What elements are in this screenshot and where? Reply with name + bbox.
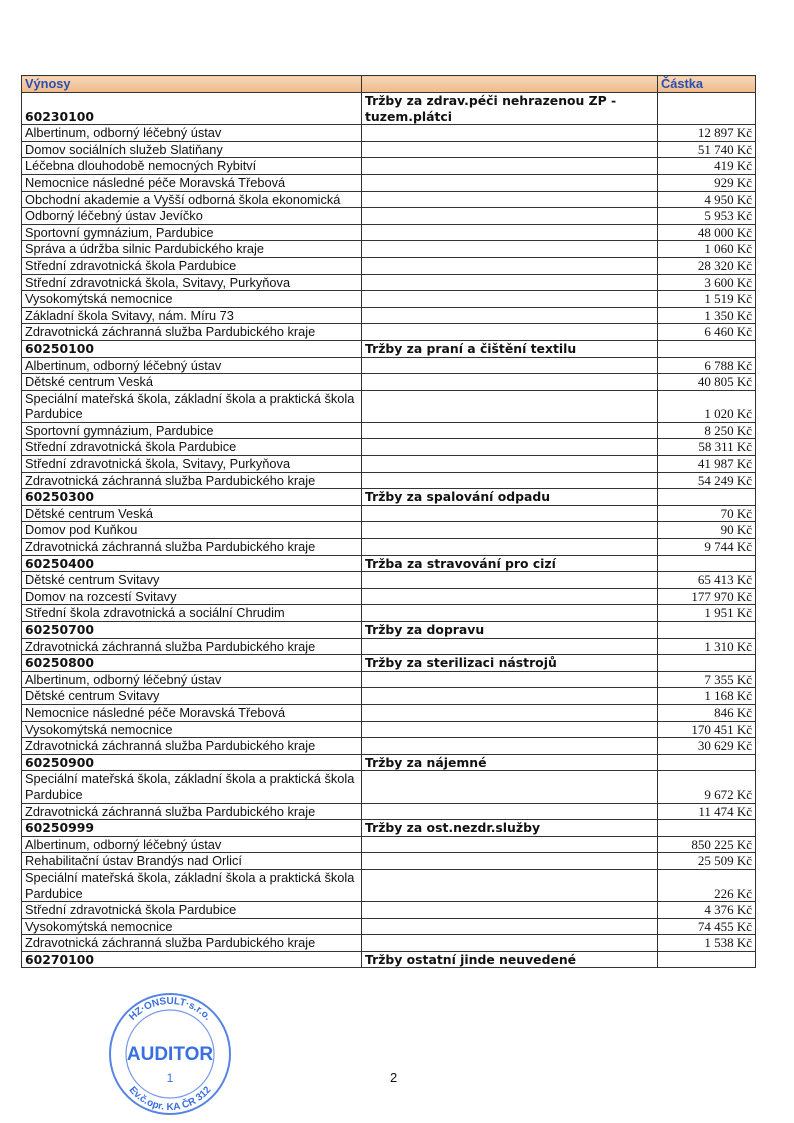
organization-name: Základní škola Svitavy, nám. Míru 73 — [22, 307, 362, 324]
row-empty-cell — [362, 374, 658, 391]
row-empty-cell — [362, 456, 658, 473]
amount-value: 1 020 Kč — [658, 390, 756, 422]
table-row — [22, 291, 756, 308]
table-row — [22, 141, 756, 158]
amount-value: 846 Kč — [658, 704, 756, 721]
row-empty-cell — [362, 141, 658, 158]
revenue-category: Tržby za nájemné — [362, 754, 658, 771]
amount-value: 226 Kč — [658, 869, 756, 901]
organization-name: Rehabilitační ústav Brandýs nad Orlicí — [22, 853, 362, 870]
table-row — [22, 836, 756, 853]
table-row — [22, 605, 756, 622]
row-empty-cell — [362, 174, 658, 191]
amount-value: 4 950 Kč — [658, 191, 756, 208]
group-amount-empty — [658, 820, 756, 837]
row-empty-cell — [362, 704, 658, 721]
amount-value: 6 788 Kč — [658, 357, 756, 374]
amount-value: 1 060 Kč — [658, 241, 756, 258]
revenue-category: Tržby za ost.nezdr.služby — [362, 820, 658, 837]
amount-value: 58 311 Kč — [658, 439, 756, 456]
organization-name: Střední zdravotnická škola Pardubice — [22, 257, 362, 274]
row-empty-cell — [362, 241, 658, 258]
organization-name: Zdravotnická záchranná služba Pardubického kraje — [22, 638, 362, 655]
group-header-row — [22, 340, 756, 357]
amount-value: 90 Kč — [658, 522, 756, 539]
account-code: 60270100 — [22, 951, 362, 968]
account-code: 60230100 — [22, 93, 362, 125]
table-row — [22, 390, 756, 422]
amount-value: 3 600 Kč — [658, 274, 756, 291]
organization-name: Albertinum, odborný léčebný ústav — [22, 671, 362, 688]
amount-value: 30 629 Kč — [658, 738, 756, 755]
organization-name: Nemocnice následné péče Moravská Třebová — [22, 174, 362, 191]
organization-name: Vysokomýtská nemocnice — [22, 721, 362, 738]
table-row — [22, 721, 756, 738]
table-row — [22, 374, 756, 391]
account-code: 60250300 — [22, 489, 362, 506]
table-row — [22, 456, 756, 473]
table-row — [22, 324, 756, 341]
group-header-row — [22, 820, 756, 837]
row-empty-cell — [362, 803, 658, 820]
organization-name: Odborný léčebný ústav Jevíčko — [22, 208, 362, 225]
organization-name: Zdravotnická záchranná služba Pardubického kraje — [22, 803, 362, 820]
amount-value: 177 970 Kč — [658, 588, 756, 605]
table-row — [22, 671, 756, 688]
row-empty-cell — [362, 539, 658, 556]
table-row — [22, 357, 756, 374]
table-row — [22, 257, 756, 274]
amount-value: 12 897 Kč — [658, 125, 756, 142]
organization-name: Dětské centrum Svitavy — [22, 688, 362, 705]
organization-name: Vysokomýtská nemocnice — [22, 918, 362, 935]
group-amount-empty — [658, 489, 756, 506]
header-revenue-label: Výnosy — [22, 76, 362, 93]
revenue-table — [21, 75, 756, 968]
organization-name: Domov pod Kuňkou — [22, 522, 362, 539]
amount-value: 1 519 Kč — [658, 291, 756, 308]
row-empty-cell — [362, 918, 658, 935]
table-row — [22, 771, 756, 803]
amount-value: 48 000 Kč — [658, 224, 756, 241]
row-empty-cell — [362, 505, 658, 522]
amount-value: 4 376 Kč — [658, 902, 756, 919]
group-amount-empty — [658, 754, 756, 771]
group-header-row — [22, 655, 756, 672]
organization-name: Střední zdravotnická škola, Svitavy, Purkyňova — [22, 456, 362, 473]
table-row — [22, 935, 756, 952]
account-code: 60250400 — [22, 555, 362, 572]
organization-name: Vysokomýtská nemocnice — [22, 291, 362, 308]
amount-value: 1 168 Kč — [658, 688, 756, 705]
table-row — [22, 539, 756, 556]
table-row — [22, 869, 756, 901]
amount-value: 8 250 Kč — [658, 422, 756, 439]
row-empty-cell — [362, 307, 658, 324]
auditor-stamp — [104, 988, 236, 1120]
group-amount-empty — [658, 655, 756, 672]
organization-name: Zdravotnická záchranná služba Pardubického kraje — [22, 539, 362, 556]
account-code: 60250999 — [22, 820, 362, 837]
row-empty-cell — [362, 522, 658, 539]
amount-value: 9 744 Kč — [658, 539, 756, 556]
row-empty-cell — [362, 324, 658, 341]
organization-name: Speciální mateřská škola, základní škola a praktická škola Pardubice — [22, 869, 362, 901]
table-row — [22, 174, 756, 191]
table-row — [22, 638, 756, 655]
organization-name: Zdravotnická záchranná služba Pardubického kraje — [22, 472, 362, 489]
amount-value: 1 538 Kč — [658, 935, 756, 952]
table-row — [22, 472, 756, 489]
revenue-category: Tržby ostatní jinde neuvedené — [362, 951, 658, 968]
organization-name: Sportovní gymnázium, Pardubice — [22, 422, 362, 439]
row-empty-cell — [362, 688, 658, 705]
organization-name: Speciální mateřská škola, základní škola a praktická škola Pardubice — [22, 771, 362, 803]
amount-value: 25 509 Kč — [658, 853, 756, 870]
stamp-number: 1 — [166, 1071, 174, 1085]
row-empty-cell — [362, 721, 658, 738]
row-empty-cell — [362, 572, 658, 589]
table-row — [22, 224, 756, 241]
revenue-category: Tržby za dopravu — [362, 622, 658, 639]
row-empty-cell — [362, 836, 658, 853]
organization-name: Albertinum, odborný léčebný ústav — [22, 125, 362, 142]
group-header-row — [22, 489, 756, 506]
amount-value: 1 951 Kč — [658, 605, 756, 622]
row-empty-cell — [362, 902, 658, 919]
table-row — [22, 422, 756, 439]
group-amount-empty — [658, 340, 756, 357]
row-empty-cell — [362, 605, 658, 622]
account-code: 60250800 — [22, 655, 362, 672]
row-empty-cell — [362, 125, 658, 142]
organization-name: Správa a údržba silnic Pardubického kraje — [22, 241, 362, 258]
amount-value: 65 413 Kč — [658, 572, 756, 589]
revenue-category: Tržby za sterilizaci nástrojů — [362, 655, 658, 672]
table-row — [22, 191, 756, 208]
amount-value: 929 Kč — [658, 174, 756, 191]
table-row — [22, 125, 756, 142]
amount-value: 70 Kč — [658, 505, 756, 522]
account-code: 60250100 — [22, 340, 362, 357]
table-row — [22, 439, 756, 456]
organization-name: Sportovní gymnázium, Pardubice — [22, 224, 362, 241]
organization-name: Albertinum, odborný léčebný ústav — [22, 836, 362, 853]
organization-name: Albertinum, odborný léčebný ústav — [22, 357, 362, 374]
account-code: 60250700 — [22, 622, 362, 639]
organization-name: Dětské centrum Svitavy — [22, 572, 362, 589]
group-header-row — [22, 622, 756, 639]
row-empty-cell — [362, 738, 658, 755]
group-amount-empty — [658, 93, 756, 125]
row-empty-cell — [362, 771, 658, 803]
row-empty-cell — [362, 869, 658, 901]
table-row — [22, 505, 756, 522]
organization-name: Dětské centrum Veská — [22, 505, 362, 522]
row-empty-cell — [362, 671, 658, 688]
organization-name: Domov na rozcestí Svitavy — [22, 588, 362, 605]
amount-value: 41 987 Kč — [658, 456, 756, 473]
table-row — [22, 274, 756, 291]
amount-value: 28 320 Kč — [658, 257, 756, 274]
stamp-ring-bottom-text: Ev.č.opr. KA ČR 312 — [126, 1084, 214, 1114]
organization-name: Léčebna dlouhodobě nemocných Rybitví — [22, 158, 362, 175]
amount-value: 54 249 Kč — [658, 472, 756, 489]
group-amount-empty — [658, 622, 756, 639]
row-empty-cell — [362, 291, 658, 308]
group-header-row — [22, 951, 756, 968]
row-empty-cell — [362, 390, 658, 422]
stamp-ring-top-text: HZ·ONSULT·s.r.o. — [127, 995, 214, 1023]
amount-value: 419 Kč — [658, 158, 756, 175]
revenue-category: Tržby za praní a čištění textilu — [362, 340, 658, 357]
row-empty-cell — [362, 158, 658, 175]
revenue-category: Tržby za zdrav.péči nehrazenou ZP - tuzem.plátci — [362, 93, 658, 125]
table-row — [22, 704, 756, 721]
row-empty-cell — [362, 638, 658, 655]
group-header-row — [22, 754, 756, 771]
amount-value: 170 451 Kč — [658, 721, 756, 738]
amount-value: 850 225 Kč — [658, 836, 756, 853]
organization-name: Zdravotnická záchranná služba Pardubického kraje — [22, 935, 362, 952]
table-row — [22, 803, 756, 820]
table-row — [22, 241, 756, 258]
account-code: 60250900 — [22, 754, 362, 771]
row-empty-cell — [362, 472, 658, 489]
row-empty-cell — [362, 439, 658, 456]
table-row — [22, 918, 756, 935]
organization-name: Střední zdravotnická škola Pardubice — [22, 902, 362, 919]
row-empty-cell — [362, 853, 658, 870]
table-row — [22, 853, 756, 870]
amount-value: 51 740 Kč — [658, 141, 756, 158]
row-empty-cell — [362, 588, 658, 605]
organization-name: Zdravotnická záchranná služba Pardubického kraje — [22, 738, 362, 755]
table-row — [22, 208, 756, 225]
organization-name: Dětské centrum Veská — [22, 374, 362, 391]
organization-name: Domov sociálních služeb Slatiňany — [22, 141, 362, 158]
group-amount-empty — [658, 555, 756, 572]
organization-name: Nemocnice následné péče Moravská Třebová — [22, 704, 362, 721]
table-row — [22, 572, 756, 589]
revenue-category: Tržby za spalování odpadu — [362, 489, 658, 506]
header-empty-cell — [362, 76, 658, 93]
row-empty-cell — [362, 422, 658, 439]
row-empty-cell — [362, 357, 658, 374]
amount-value: 6 460 Kč — [658, 324, 756, 341]
organization-name: Speciální mateřská škola, základní škola a praktická škola Pardubice — [22, 390, 362, 422]
table-header-row — [22, 76, 756, 93]
organization-name: Obchodní akademie a Vyšší odborná škola ekonomická — [22, 191, 362, 208]
table-row — [22, 902, 756, 919]
row-empty-cell — [362, 274, 658, 291]
table-row — [22, 307, 756, 324]
organization-name: Zdravotnická záchranná služba Pardubického kraje — [22, 324, 362, 341]
table-row — [22, 738, 756, 755]
group-header-row — [22, 93, 756, 125]
row-empty-cell — [362, 224, 658, 241]
row-empty-cell — [362, 191, 658, 208]
group-header-row — [22, 555, 756, 572]
amount-value: 11 474 Kč — [658, 803, 756, 820]
table-row — [22, 688, 756, 705]
organization-name: Střední zdravotnická škola, Svitavy, Purkyňova — [22, 274, 362, 291]
header-amount-label: Částka — [658, 76, 756, 93]
stamp-word: AUDITOR — [126, 1044, 214, 1065]
amount-value: 1 310 Kč — [658, 638, 756, 655]
row-empty-cell — [362, 935, 658, 952]
amount-value: 1 350 Kč — [658, 307, 756, 324]
row-empty-cell — [362, 257, 658, 274]
table-row — [22, 158, 756, 175]
revenue-category: Tržba za stravování pro cizí — [362, 555, 658, 572]
organization-name: Střední zdravotnická škola Pardubice — [22, 439, 362, 456]
page-number: 2 — [390, 1070, 398, 1085]
amount-value: 9 672 Kč — [658, 771, 756, 803]
revenue-table-body — [22, 76, 756, 968]
table-row — [22, 588, 756, 605]
table-row — [22, 522, 756, 539]
amount-value: 5 953 Kč — [658, 208, 756, 225]
row-empty-cell — [362, 208, 658, 225]
organization-name: Střední škola zdravotnická a sociální Chrudim — [22, 605, 362, 622]
group-amount-empty — [658, 951, 756, 968]
amount-value: 40 805 Kč — [658, 374, 756, 391]
amount-value: 7 355 Kč — [658, 671, 756, 688]
amount-value: 74 455 Kč — [658, 918, 756, 935]
